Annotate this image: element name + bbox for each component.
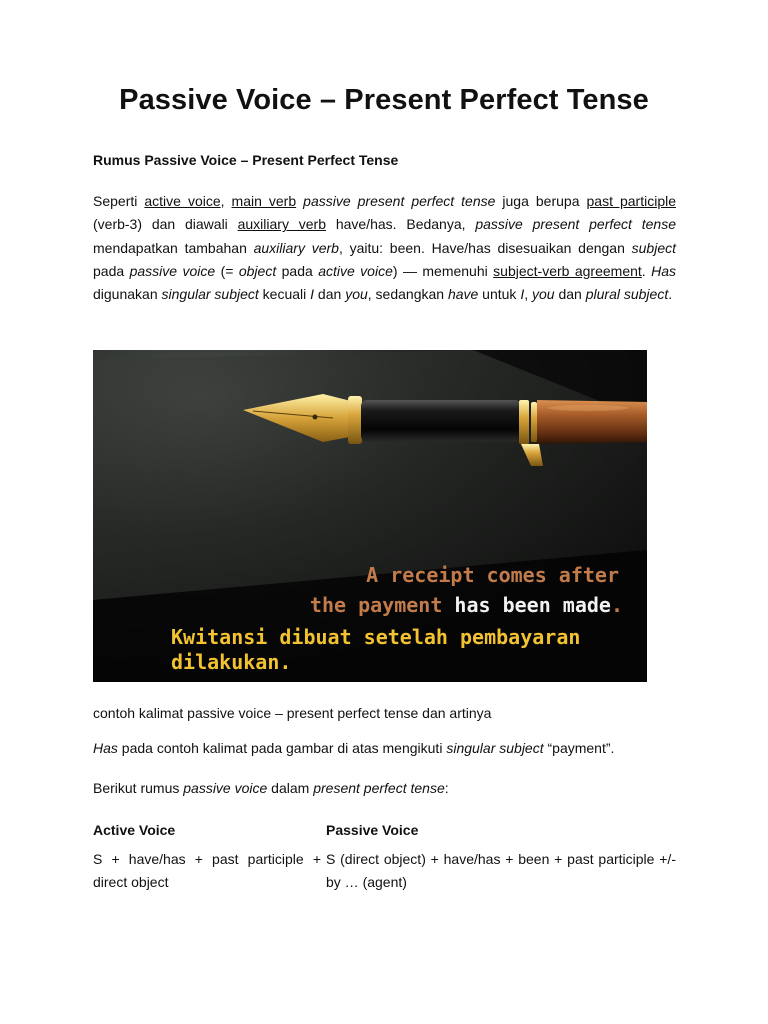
overlay-text-segment: the payment	[309, 593, 443, 617]
term-object: object	[238, 262, 277, 279]
auxiliary-verb-link[interactable]: auxiliary verb	[237, 216, 327, 233]
term-passive-present-perfect-tense: passive present perfect tense	[475, 216, 676, 233]
active-voice-link[interactable]: active voice	[144, 193, 221, 209]
term-auxiliary-verb: auxiliary verb	[253, 239, 339, 256]
overlay-text-segment: .	[610, 593, 623, 617]
text: :	[444, 780, 449, 796]
header-active-voice: Active Voice	[93, 822, 176, 838]
term-present-perfect-tense: present perfect tense	[313, 780, 445, 796]
page-title: Passive Voice – Present Perfect Tense	[119, 84, 649, 116]
text: “payment”.	[543, 740, 615, 756]
header-passive-voice: Passive Voice	[326, 822, 419, 838]
term-i: I	[520, 286, 525, 303]
text: .	[641, 262, 652, 279]
text: pada contoh kalimat pada gambar di atas mengikuti	[117, 740, 447, 756]
term-passive-voice: passive voice	[183, 780, 268, 796]
text: ,	[524, 286, 532, 303]
text: pada	[93, 262, 130, 279]
text: ) — memenuhi	[392, 262, 494, 279]
term-passive-voice: passive voice	[129, 262, 216, 279]
overlay-text-line-3: Kwitansi dibuat setelah pembayaran	[171, 625, 581, 649]
overlay-text-line-1: A receipt comes after	[366, 563, 619, 587]
text: Berikut rumus	[93, 780, 184, 796]
text: dan	[554, 286, 586, 303]
text: .	[668, 286, 673, 303]
term-plural-subject: plural subject	[585, 286, 669, 303]
main-verb-link[interactable]: main verb	[231, 193, 297, 209]
term-you: you	[532, 286, 555, 303]
overlay-text-segment: has been made	[442, 593, 611, 617]
text: (verb-3) dan diawali	[93, 216, 238, 233]
term-has: Has	[651, 262, 676, 279]
text: (=	[215, 262, 239, 279]
text: have/has. Bedanya,	[326, 216, 476, 233]
text: kecuali	[258, 286, 311, 303]
text: Seperti	[93, 193, 145, 209]
subject-verb-agreement-link[interactable]: subject-verb agreement	[493, 262, 642, 279]
text: dan	[314, 286, 346, 303]
term-singular-subject: singular subject	[161, 286, 259, 303]
intro-paragraph	[93, 190, 676, 306]
overlay-text-line-2	[310, 593, 623, 617]
term-has: Has	[93, 740, 118, 756]
text: pada	[276, 262, 319, 279]
text: juga berupa	[495, 193, 587, 209]
formula-intro-line	[93, 780, 449, 796]
text: mendapatkan tambahan	[93, 239, 254, 256]
image-caption: contoh kalimat passive voice – present perfect tense dan artinya	[93, 705, 492, 721]
active-voice-formula: S + have/has + past participle + direct object	[93, 851, 321, 890]
explanation-line	[93, 740, 614, 756]
text: digunakan	[93, 286, 162, 303]
past-participle-link[interactable]: past participle	[586, 193, 676, 209]
term-subject: subject	[631, 239, 676, 256]
section-heading: Rumus Passive Voice – Present Perfect Tense	[93, 152, 399, 168]
term-you: you	[345, 286, 368, 303]
text: , yaitu: been. Have/has disesuaikan dengan	[338, 239, 632, 256]
text: untuk	[478, 286, 521, 303]
passive-voice-formula: S (direct object) + have/has + been + past participle +/- by … (agent)	[326, 851, 676, 890]
text: , sedangkan	[367, 286, 448, 303]
overlay-text-line-4: dilakukan.	[171, 650, 292, 674]
text: dalam	[267, 780, 314, 796]
term-i: I	[310, 286, 315, 303]
fountain-pen-image	[93, 350, 647, 682]
term-have: have	[447, 286, 479, 303]
term-singular-subject: singular subject	[446, 740, 544, 756]
term-passive-present-perfect-tense: passive present perfect tense	[303, 193, 496, 209]
term-active-voice: active voice	[318, 262, 393, 279]
text: ,	[220, 193, 232, 209]
